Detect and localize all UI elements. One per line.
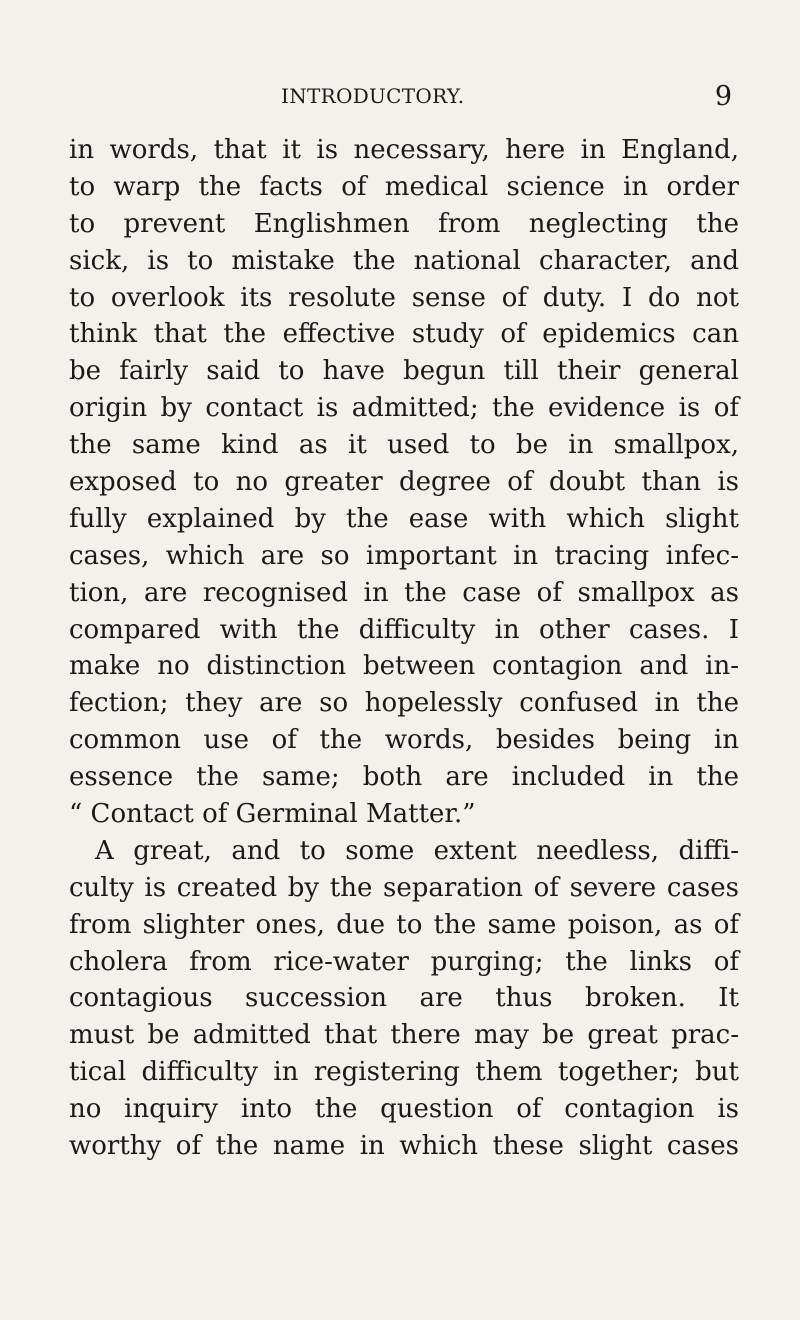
text-line: to overlook its resolute sense of duty. I do not [69, 282, 739, 313]
page-number: 9 [714, 81, 732, 112]
text-line: exposed to no greater degree of doubt than is [69, 467, 739, 498]
text-line: to warp the facts of medical science in order [69, 171, 739, 202]
text-line: tical difficulty in registering them together; but [69, 1057, 739, 1088]
text-line: be fairly said to have begun till their general [69, 356, 739, 387]
text-line: to prevent Englishmen from neglecting the [69, 208, 739, 239]
running-title: INTRODUCTORY. [281, 84, 465, 108]
text-line: essence the same; both are included in the [69, 762, 739, 793]
text-line: the same kind as it used to be in smallpox, [69, 430, 739, 461]
paragraph-start-line: A great, and to some extent needless, diffi- [95, 835, 739, 866]
body-text [69, 132, 739, 1165]
text-line: must be admitted that there may be great prac- [69, 1020, 739, 1051]
text-line: cases, which are so important in tracing infec- [69, 540, 739, 571]
text-line: origin by contact is admitted; the evidence is of [69, 393, 739, 424]
text-line: fully explained by the ease with which slight [69, 503, 739, 534]
text-line: cholera from rice-water purging; the links of [69, 946, 739, 977]
text-line: fection; they are so hopelessly confused in the [69, 688, 739, 719]
text-line: common use of the words, besides being in [69, 725, 739, 756]
text-line: from slighter ones, due to the same poison, as of [69, 909, 739, 940]
running-head [0, 81, 800, 114]
text-line: compared with the difficulty in other cases. I [69, 614, 739, 645]
text-line: no inquiry into the question of contagion is [69, 1094, 739, 1125]
text-line: make no distinction between contagion and in- [69, 651, 739, 682]
text-line: tion, are recognised in the case of smallpox as [69, 577, 739, 608]
text-line: in words, that it is necessary, here in England, [69, 135, 739, 165]
paragraph-end-line: “ Contact of Germinal Matter.” [69, 799, 476, 830]
text-line: contagious succession are thus broken. It [69, 983, 739, 1014]
text-line: sick, is to mistake the national character, and [69, 245, 739, 276]
text-line: culty is created by the separation of severe cases [69, 872, 739, 903]
text-line: think that the effective study of epidemics can [69, 319, 739, 350]
text-line: worthy of the name in which these slight cases [69, 1131, 739, 1162]
